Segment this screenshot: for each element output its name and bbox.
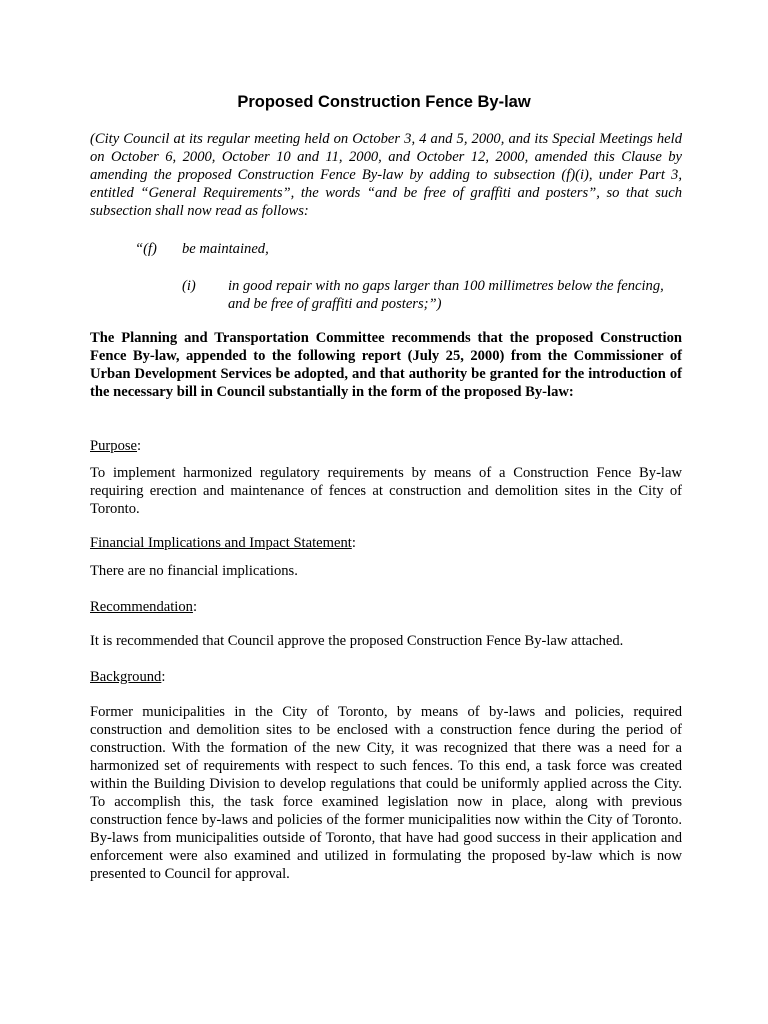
intro-paragraph: (City Council at its regular meeting held on October 3, 4 and 5, 2000, and its Special Meetings held on October 6, 2000, October 10 and 11, 2000, and October 12, 2000, amended this Clause by amending the proposed Construction Fence By-law by adding to subsection (f)(i), under Part 3, entitled “General Requirements”, the words “and be free of graffiti and posters”, so that such subsection shall now read as follows: <box>90 131 682 219</box>
recommendation-heading <box>90 598 197 616</box>
financial-heading-colon: : <box>351 535 356 551</box>
recommendation-heading-colon: : <box>192 599 198 615</box>
committee-recommendation: The Planning and Transportation Committee recommends that the proposed Construction Fence By-law, appended to the following report (July 25, 2000) from the Commissioner of Urban Development Services be adopted, and that authority be granted for the introduction of the necessary bill in Council substantially in the form of the proposed By-law: <box>90 330 682 400</box>
purpose-heading-text: Purpose <box>90 438 138 454</box>
financial-heading-text: Financial Implications and Impact Statement <box>90 535 352 551</box>
background-text: Former municipalities in the City of Toronto, by means of by-laws and policies, required construction and demolition sites to be enclosed with a construction fence during the period of construction. With the formation of the new City, it was recognized that there was a need for a harmonized set of requirements with respect to such fences. To this end, a task force was created within the Building Division to develop regulations that could be uniformly applied across the City. To accomplish this, the task force examined legislation now in place, along with previous construction fence by-laws and policies of the former municipalities now within the City of Toronto. By-laws from municipalities outside of Toronto, that have had good success in their application and enforcement were also examined and utilized in formulating the proposed by-law which is now presented to Council for approval. <box>90 704 682 882</box>
clause-f-text: be maintained, <box>182 241 269 257</box>
recommendation-heading-text: Recommendation <box>90 599 193 615</box>
financial-text: There are no financial implications. <box>90 563 298 579</box>
recommendation-text: It is recommended that Council approve the proposed Construction Fence By-law attached. <box>90 633 624 649</box>
background-heading-text: Background <box>90 669 162 685</box>
background-heading <box>90 668 165 686</box>
financial-heading <box>90 534 356 552</box>
clause-i-text: in good repair with no gaps larger than 100 millimetres below the fencing, and be free of graffiti and posters;”) <box>228 278 664 312</box>
purpose-text: To implement harmonized regulatory requirements by means of a Construction Fence By-law requiring erection and maintenance of fences at construction and demolition sites in the City of Toronto. <box>90 465 682 517</box>
purpose-heading-colon: : <box>137 438 142 454</box>
page-title: Proposed Construction Fence By-law <box>237 93 531 111</box>
purpose-heading <box>90 437 141 455</box>
clause-i-label: (i) <box>182 278 196 294</box>
clause-f-label: “(f) <box>135 241 157 257</box>
background-heading-colon: : <box>161 669 166 685</box>
